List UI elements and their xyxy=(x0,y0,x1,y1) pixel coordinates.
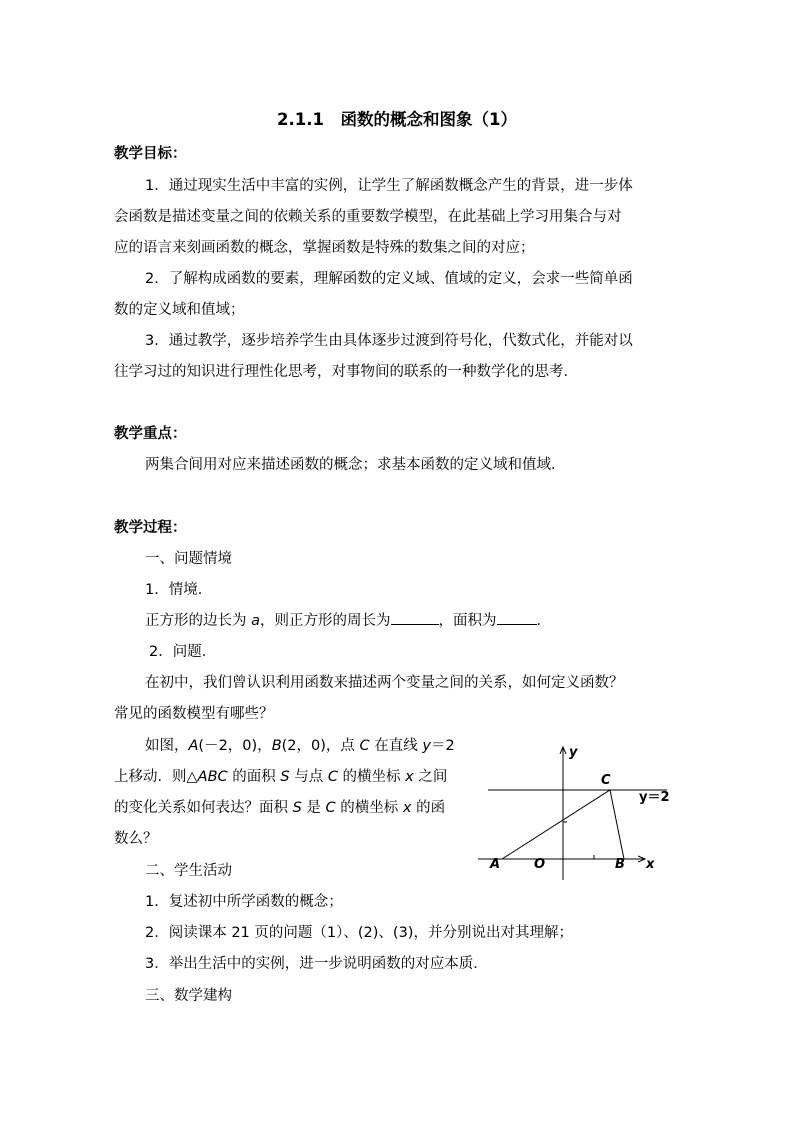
figure-text-line: 如图，A(－2，0)，B(2，0)，点 C 在直线 y＝2 xyxy=(145,738,455,754)
objectives-line: 3．通过教学，逐步培养学生由具体逐步过渡到符号化，代数式化，并能对以 xyxy=(145,333,633,349)
figure-text-line: 的变化关系如何表达？面积 S 是 C 的横坐标 x 的函 xyxy=(114,800,446,816)
key-points-text: 两集合间用对应来描述函数的概念；求基本函数的定义域和值域． xyxy=(145,457,566,473)
objectives-line: 数的定义域和值域； xyxy=(114,302,245,318)
activity-item: 2．阅读课本 21 页的问题（1）、(2)、(3)，并分别说出对其理解； xyxy=(145,925,573,941)
key-points-heading: 教学重点： xyxy=(114,426,187,442)
label-origin: O xyxy=(534,857,546,872)
part-one-heading: 一、问题情境 xyxy=(145,551,232,567)
label-y-axis: y xyxy=(569,745,578,760)
label-point-b: B xyxy=(615,857,625,872)
label-point-a: A xyxy=(490,857,501,872)
part-two-heading: 二、学生活动 xyxy=(145,863,232,879)
objectives-heading: 教学目标： xyxy=(114,146,187,162)
page-title: 2.1.1 函数的概念和图象（1） xyxy=(277,110,517,129)
objectives-line: 1．通过现实生活中丰富的实例，让学生了解函数概念产生的背景，进一步体 xyxy=(145,178,633,194)
figure-text-line: 上移动．则△ABC 的面积 S 与点 C 的横坐标 x 之间 xyxy=(114,769,448,785)
triangle-figure xyxy=(470,738,670,888)
square-question: 正方形的边长为 a，则正方形的周长为 ，面积为 ． xyxy=(145,613,551,629)
item-situation: 1．情境． xyxy=(145,582,213,598)
objectives-line: 2．了解构成函数的要素，理解函数的定义域、值域的定义，会求一些简单函 xyxy=(145,271,633,287)
part-three-heading: 三、数学建构 xyxy=(145,988,232,1004)
activity-item: 3．举出生活中的实例，进一步说明函数的对应本质． xyxy=(145,956,488,972)
question-line: 常见的函数模型有哪些？ xyxy=(114,706,274,722)
label-line-eq: y＝2 xyxy=(639,790,670,805)
objectives-line: 会函数是描述变量之间的依赖关系的重要数学模型，在此基础上学习用集合与对 xyxy=(114,209,622,225)
objectives-line: 应的语言来刻画函数的概念，掌握函数是特殊的数集之间的对应； xyxy=(114,240,535,256)
label-point-c: C xyxy=(601,773,611,788)
answer-blank-perimeter xyxy=(391,612,439,625)
question-line: 在初中，我们曾认识利用函数来描述两个变量之间的关系，如何定义函数？ xyxy=(145,675,624,691)
objectives-line: 往学习过的知识进行理性化思考，对事物间的联系的一种数学化的思考． xyxy=(114,364,578,380)
figure-text-line: 数么？ xyxy=(114,831,158,847)
answer-blank-area xyxy=(497,612,537,625)
activity-item: 1．复述初中所学函数的概念； xyxy=(145,894,343,910)
process-heading: 教学过程： xyxy=(114,520,187,536)
label-x-axis: x xyxy=(646,857,655,872)
item-question: 2．问题． xyxy=(149,644,217,660)
